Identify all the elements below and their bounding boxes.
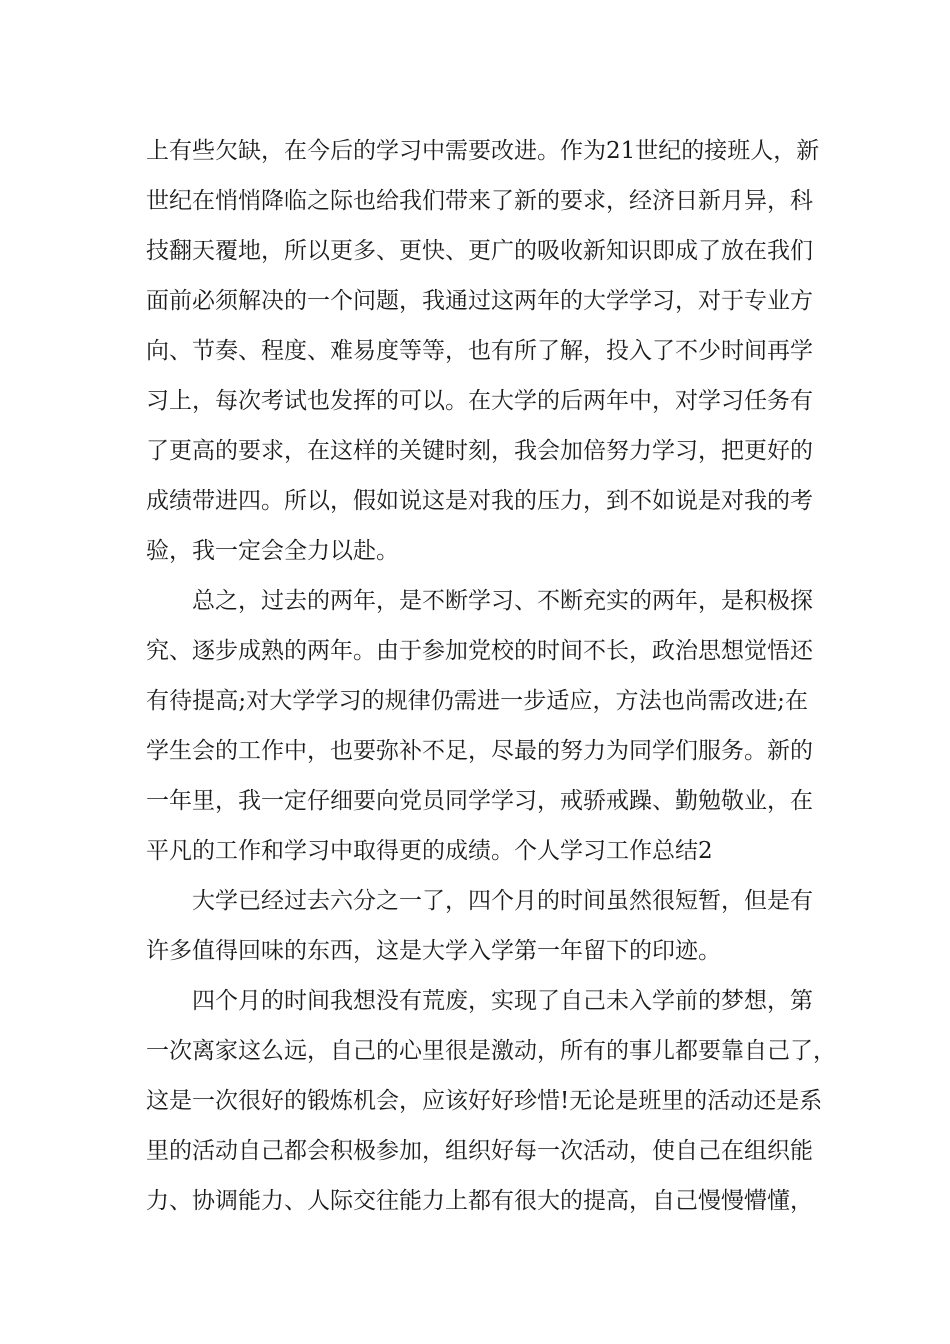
text-line: 向、节奏、程度、难易度等等，也有所了解，投入了不少时间再学 [146,338,813,364]
text-line: 平凡的工作和学习中取得更的成绩。个人学习工作总结2 [146,838,713,864]
text-line: 面前必须解决的一个问题，我通过这两年的大学学习，对于专业方 [146,288,813,314]
text-line: 这是一次很好的锻炼机会，应该好好珍惜!无论是班里的活动还是系 [146,1088,823,1114]
text-line: 究、逐步成熟的两年。由于参加党校的时间不长，政治思想觉悟还 [146,638,813,664]
text-line: 四个月的时间我想没有荒废，实现了自己未入学前的梦想，第 [192,988,813,1014]
text-line: 一次离家这么远，自己的心里很是激动，所有的事儿都要靠自己了， [146,1038,836,1064]
text-line: 一年里，我一定仔细要向党员同学学习，戒骄戒躁、勤勉敬业，在 [146,788,813,814]
text-line: 里的活动自己都会积极参加，组织好每一次活动，使自己在组织能 [146,1138,813,1164]
text-line: 习上，每次考试也发挥的可以。在大学的后两年中，对学习任务有 [146,388,813,414]
text-line: 成绩带进四。所以，假如说这是对我的压力，到不如说是对我的考 [146,488,813,514]
text-line: 学生会的工作中，也要弥补不足，尽最的努力为同学们服务。新的 [146,738,813,764]
text-line: 上有些欠缺，在今后的学习中需要改进。作为21世纪的接班人，新 [146,138,820,164]
text-line: 验，我一定会全力以赴。 [146,538,399,564]
body-text [146,126,836,1226]
text-line: 力、协调能力、人际交往能力上都有很大的提高，自己慢慢懵懂， [146,1188,813,1214]
text-line: 有待提高;对大学学习的规律仍需进一步适应，方法也尚需改进;在 [146,688,808,714]
text-line: 许多值得回味的东西，这是大学入学第一年留下的印迹。 [146,938,721,964]
text-line: 大学已经过去六分之一了，四个月的时间虽然很短暂，但是有 [192,888,813,914]
text-line: 了更高的要求，在这样的关键时刻，我会加倍努力学习，把更好的 [146,438,813,464]
text-line: 总之，过去的两年，是不断学习、不断充实的两年，是积极探 [192,588,813,614]
text-line: 技翻天覆地，所以更多、更快、更广的吸收新知识即成了放在我们 [146,238,813,264]
text-line: 世纪在悄悄降临之际也给我们带来了新的要求，经济日新月异，科 [146,188,813,214]
